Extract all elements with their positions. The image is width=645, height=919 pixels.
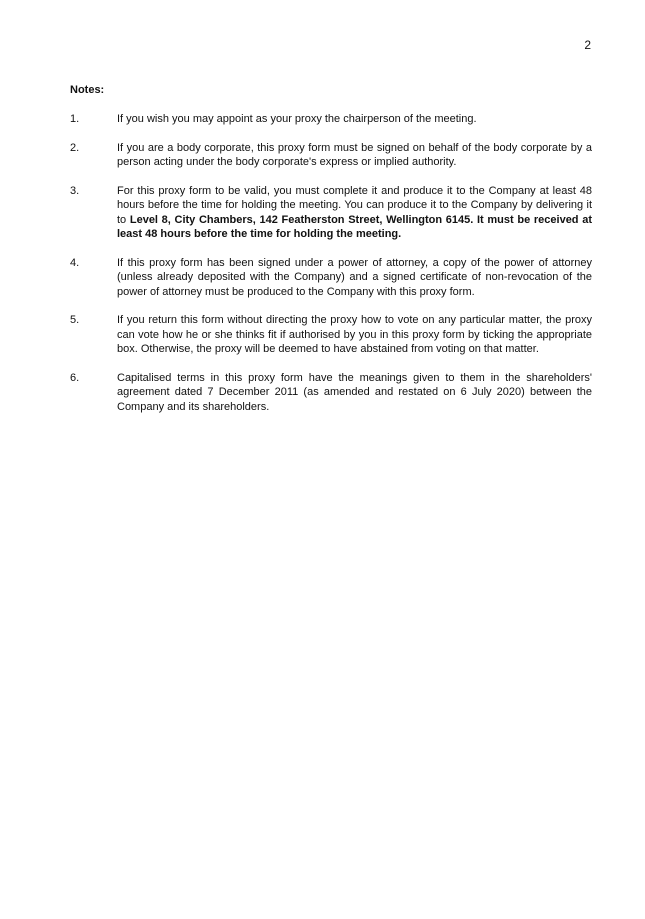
note-text: Capitalised terms in this proxy form have the meanings given to them in the shareholders' agreement dated 7 December 2011 (as amended and restated on 6 July 2020) between the Company and its shareholders.: [117, 371, 592, 413]
note-item-1: [70, 112, 592, 127]
note-item-6: [70, 371, 592, 415]
delivery-address-bold: Level 8, City Chambers, 142 Featherston Street, Wellington 6145. It must be received at least 48 hours before the time for holding the meeting.: [117, 213, 592, 240]
note-text-regular: For this proxy form to be valid, you must complete it and produce it to the Company at least 48 hours before the time for holding the meeting. You can produce it to the Company by delivering it to: [117, 184, 592, 226]
note-number: 1.: [70, 113, 80, 125]
notes-list: [70, 112, 592, 428]
note-number: 2.: [70, 141, 80, 154]
note-number: 4.: [70, 256, 80, 269]
note-item-5: [70, 313, 592, 357]
note-item-2: [70, 141, 592, 170]
note-number: 6.: [70, 371, 80, 384]
note-item-3: [70, 184, 592, 242]
note-item-4: [70, 256, 592, 300]
page-number: 2: [584, 38, 591, 52]
note-number: 5.: [70, 314, 80, 326]
note-text: If this proxy form has been signed under a power of attorney, a copy of the power of attorney (unless already deposited with the Company) and a signed certificate of non-revocation of the power of attorney must be produced to the Company with this proxy form.: [117, 256, 592, 298]
note-number: 3.: [70, 184, 80, 197]
note-text: If you return this form without directing the proxy how to vote on any particular matter, the proxy can vote how he or she thinks fit if authorised by you in this proxy form by ticking the appropriate box. Otherwise, the proxy will be deemed to have abstained from voting on that matter.: [117, 314, 592, 355]
note-text: If you are a body corporate, this proxy form must be signed on behalf of the body corporate by a person acting under the body corporate's express or implied authority.: [117, 141, 592, 168]
note-text: If you wish you may appoint as your proxy the chairperson of the meeting.: [117, 113, 477, 125]
notes-heading: Notes:: [70, 84, 105, 96]
note-text: [117, 184, 592, 242]
